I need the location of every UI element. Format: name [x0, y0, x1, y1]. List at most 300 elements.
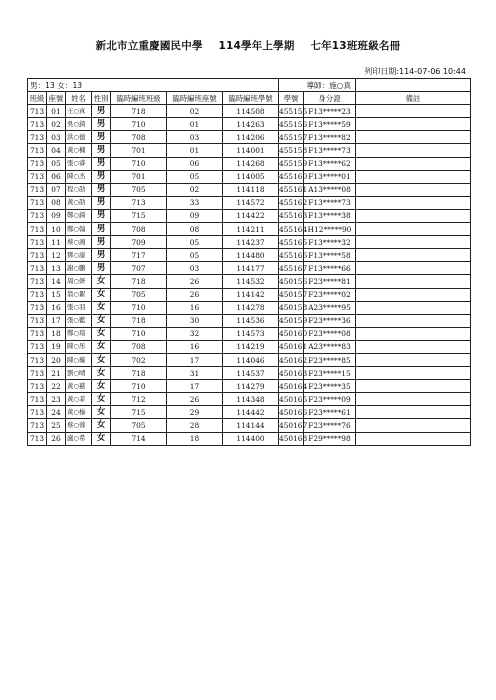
cell-class: 713	[28, 249, 47, 262]
col-temp-id: 臨時編班學號	[223, 92, 279, 105]
cell-notes	[356, 340, 471, 353]
cell-seat: 03	[47, 131, 66, 144]
cell-national-id: F23*****15	[304, 367, 356, 380]
cell-temp-class: 714	[111, 432, 167, 445]
cell-national-id: F23*****09	[304, 393, 356, 406]
cell-class: 713	[28, 183, 47, 196]
cell-temp-class: 708	[111, 223, 167, 236]
cell-gender: 女	[92, 367, 111, 380]
cell-temp-class: 710	[111, 327, 167, 340]
cell-name: 程○劭	[66, 183, 92, 196]
cell-temp-class: 708	[111, 340, 167, 353]
cell-name: 黃○菲	[66, 393, 92, 406]
cell-student-id: 455156	[279, 118, 304, 131]
cell-temp-seat: 31	[167, 367, 223, 380]
cell-temp-class: 702	[111, 353, 167, 366]
cell-temp-class: 705	[111, 419, 167, 432]
cell-student-id: 450157	[279, 288, 304, 301]
cell-temp-class: 718	[111, 275, 167, 288]
cell-student-id: 455163	[279, 209, 304, 222]
cell-temp-class: 712	[111, 393, 167, 406]
table-row	[28, 301, 471, 314]
cell-national-id: F23*****61	[304, 406, 356, 419]
cell-student-id: 455161	[279, 183, 304, 196]
cell-student-id: 450165	[279, 393, 304, 406]
cell-seat: 16	[47, 301, 66, 314]
cell-notes	[356, 170, 471, 183]
cell-class: 713	[28, 170, 47, 183]
cell-name: 張○羽	[66, 301, 92, 314]
cell-gender: 女	[92, 314, 111, 327]
cell-student-id: 455160	[279, 170, 304, 183]
cell-notes	[356, 432, 471, 445]
cell-gender: 女	[92, 275, 111, 288]
cell-temp-class: 701	[111, 144, 167, 157]
cell-temp-id: 114142	[223, 288, 279, 301]
cell-class: 713	[28, 353, 47, 366]
cell-notes	[356, 393, 471, 406]
cell-temp-seat: 18	[167, 432, 223, 445]
cell-national-id: F23*****35	[304, 380, 356, 393]
summary-blank	[356, 79, 471, 92]
cell-notes	[356, 223, 471, 236]
cell-seat: 10	[47, 223, 66, 236]
summary-row	[28, 79, 471, 92]
cell-temp-seat: 02	[167, 105, 223, 118]
cell-name: 謝○鵬	[66, 262, 92, 275]
col-notes: 備註	[356, 92, 471, 105]
cell-notes	[356, 275, 471, 288]
table-row	[28, 340, 471, 353]
cell-notes	[356, 314, 471, 327]
cell-temp-seat: 01	[167, 144, 223, 157]
cell-gender: 男	[92, 223, 111, 236]
table-row	[28, 288, 471, 301]
cell-student-id: 455167	[279, 262, 304, 275]
cell-seat: 05	[47, 157, 66, 170]
cell-class: 713	[28, 262, 47, 275]
cell-class: 713	[28, 223, 47, 236]
cell-gender: 男	[92, 236, 111, 249]
cell-student-id: 455157	[279, 131, 304, 144]
cell-seat: 09	[47, 209, 66, 222]
cell-name: 黃○慈	[66, 380, 92, 393]
cell-national-id: F23*****08	[304, 327, 356, 340]
cell-student-id: 450163	[279, 367, 304, 380]
cell-national-id: A23*****95	[304, 301, 356, 314]
table-row	[28, 131, 471, 144]
cell-national-id: F23*****85	[304, 353, 356, 366]
table-row	[28, 118, 471, 131]
cell-class: 713	[28, 157, 47, 170]
cell-student-id: 450160	[279, 327, 304, 340]
cell-temp-seat: 26	[167, 275, 223, 288]
cell-student-id: 455162	[279, 196, 304, 209]
cell-temp-id: 114219	[223, 340, 279, 353]
cell-temp-seat: 05	[167, 170, 223, 183]
cell-temp-class: 718	[111, 314, 167, 327]
cell-temp-id: 114046	[223, 353, 279, 366]
cell-temp-seat: 30	[167, 314, 223, 327]
cell-national-id: F13*****82	[304, 131, 356, 144]
cell-temp-id: 114211	[223, 223, 279, 236]
cell-student-id: 450162	[279, 353, 304, 366]
cell-gender: 女	[92, 432, 111, 445]
cell-notes	[356, 118, 471, 131]
cell-temp-seat: 26	[167, 393, 223, 406]
cell-temp-id: 114400	[223, 432, 279, 445]
cell-temp-seat: 03	[167, 262, 223, 275]
table-row	[28, 353, 471, 366]
cell-name: 鄭○翰	[66, 223, 92, 236]
cell-class: 713	[28, 393, 47, 406]
cell-national-id: F13*****01	[304, 170, 356, 183]
header-row	[28, 92, 471, 105]
cell-name: 劉○晴	[66, 367, 92, 380]
cell-student-id: 455155	[279, 105, 304, 118]
table-row	[28, 406, 471, 419]
cell-national-id: H12*****90	[304, 223, 356, 236]
cell-notes	[356, 157, 471, 170]
cell-gender: 女	[92, 288, 111, 301]
cell-name: 王○真	[66, 105, 92, 118]
cell-gender: 男	[92, 209, 111, 222]
cell-seat: 12	[47, 249, 66, 262]
cell-gender: 男	[92, 249, 111, 262]
cell-gender: 女	[92, 419, 111, 432]
cell-name: 周○妍	[66, 275, 92, 288]
cell-temp-id: 114206	[223, 131, 279, 144]
list-title: 七年13班班級名冊	[310, 40, 401, 52]
cell-student-id: 450158	[279, 301, 304, 314]
cell-temp-id: 114118	[223, 183, 279, 196]
cell-name: 鄭○錡	[66, 209, 92, 222]
cell-gender: 男	[92, 131, 111, 144]
cell-student-id: 450168	[279, 432, 304, 445]
cell-temp-seat: 26	[167, 288, 223, 301]
cell-student-id: 450166	[279, 406, 304, 419]
cell-student-id: 455164	[279, 223, 304, 236]
table-row	[28, 432, 471, 445]
cell-seat: 01	[47, 105, 66, 118]
cell-temp-class: 715	[111, 209, 167, 222]
cell-seat: 11	[47, 236, 66, 249]
cell-notes	[356, 105, 471, 118]
cell-gender: 女	[92, 393, 111, 406]
table-row	[28, 196, 471, 209]
cell-temp-seat: 03	[167, 131, 223, 144]
cell-gender: 女	[92, 380, 111, 393]
cell-temp-id: 114278	[223, 301, 279, 314]
cell-temp-id: 114005	[223, 170, 279, 183]
cell-seat: 22	[47, 380, 66, 393]
cell-seat: 07	[47, 183, 66, 196]
cell-class: 713	[28, 380, 47, 393]
col-temp-seat: 臨時編班座號	[167, 92, 223, 105]
cell-gender: 男	[92, 105, 111, 118]
cell-class: 713	[28, 275, 47, 288]
cell-gender: 男	[92, 183, 111, 196]
col-gender: 性別	[92, 92, 111, 105]
cell-temp-class: 710	[111, 157, 167, 170]
cell-notes	[356, 144, 471, 157]
cell-notes	[356, 419, 471, 432]
cell-class: 713	[28, 327, 47, 340]
col-class: 班級	[28, 92, 47, 105]
cell-temp-seat: 09	[167, 209, 223, 222]
cell-temp-class: 710	[111, 380, 167, 393]
cell-seat: 15	[47, 288, 66, 301]
print-date: 列印日期:114-07-06 10:44	[364, 67, 466, 76]
cell-seat: 24	[47, 406, 66, 419]
table-row	[28, 157, 471, 170]
cell-notes	[356, 236, 471, 249]
cell-temp-seat: 16	[167, 340, 223, 353]
cell-seat: 25	[47, 419, 66, 432]
cell-temp-class: 708	[111, 131, 167, 144]
cell-notes	[356, 380, 471, 393]
cell-temp-class: 717	[111, 249, 167, 262]
cell-temp-class: 710	[111, 118, 167, 131]
cell-temp-seat: 32	[167, 327, 223, 340]
cell-national-id: F13*****66	[304, 262, 356, 275]
table-row	[28, 249, 471, 262]
cell-national-id: F13*****62	[304, 157, 356, 170]
cell-temp-id: 114279	[223, 380, 279, 393]
table-row	[28, 419, 471, 432]
cell-class: 713	[28, 367, 47, 380]
cell-seat: 08	[47, 196, 66, 209]
cell-national-id: F13*****59	[304, 118, 356, 131]
cell-temp-seat: 05	[167, 236, 223, 249]
cell-class: 713	[28, 314, 47, 327]
table-row	[28, 183, 471, 196]
cell-class: 713	[28, 419, 47, 432]
cell-national-id: F23*****36	[304, 314, 356, 327]
cell-temp-id: 114480	[223, 249, 279, 262]
cell-seat: 21	[47, 367, 66, 380]
cell-temp-seat: 29	[167, 406, 223, 419]
table-row	[28, 275, 471, 288]
cell-gender: 女	[92, 340, 111, 353]
col-national-id: 身分證	[304, 92, 356, 105]
cell-temp-class: 705	[111, 288, 167, 301]
term-label: 114學年上學期	[218, 40, 295, 52]
cell-class: 713	[28, 209, 47, 222]
cell-temp-class: 710	[111, 301, 167, 314]
cell-temp-id: 114144	[223, 419, 279, 432]
cell-class: 713	[28, 301, 47, 314]
cell-class: 713	[28, 236, 47, 249]
cell-name: 黃○榛	[66, 406, 92, 419]
cell-name: 蔡○蓉	[66, 419, 92, 432]
cell-temp-seat: 02	[167, 183, 223, 196]
cell-temp-id: 114573	[223, 327, 279, 340]
cell-student-id: 450164	[279, 380, 304, 393]
cell-national-id: A13*****08	[304, 183, 356, 196]
cell-notes	[356, 327, 471, 340]
cell-temp-seat: 17	[167, 353, 223, 366]
cell-gender: 女	[92, 353, 111, 366]
cell-name: 洪○德	[66, 131, 92, 144]
cell-notes	[356, 196, 471, 209]
homeroom-teacher: 導師：施○真	[279, 79, 356, 92]
cell-student-id: 455165	[279, 236, 304, 249]
cell-temp-id: 114572	[223, 196, 279, 209]
col-student-id: 學號	[279, 92, 304, 105]
cell-temp-class: 701	[111, 170, 167, 183]
cell-student-id: 455158	[279, 144, 304, 157]
cell-notes	[356, 209, 471, 222]
cell-gender: 男	[92, 118, 111, 131]
cell-student-id: 450159	[279, 314, 304, 327]
cell-gender: 男	[92, 262, 111, 275]
cell-temp-class: 713	[111, 196, 167, 209]
cell-notes	[356, 131, 471, 144]
cell-temp-id: 114532	[223, 275, 279, 288]
cell-temp-class: 718	[111, 105, 167, 118]
table-row	[28, 170, 471, 183]
cell-national-id: F13*****38	[304, 209, 356, 222]
cell-temp-seat: 01	[167, 118, 223, 131]
document-title	[0, 38, 496, 53]
table-row	[28, 223, 471, 236]
table-row	[28, 380, 471, 393]
cell-notes	[356, 262, 471, 275]
cell-gender: 男	[92, 170, 111, 183]
table-row	[28, 144, 471, 157]
cell-temp-seat: 33	[167, 196, 223, 209]
cell-notes	[356, 367, 471, 380]
cell-temp-seat: 17	[167, 380, 223, 393]
cell-seat: 13	[47, 262, 66, 275]
cell-national-id: F13*****58	[304, 249, 356, 262]
cell-notes	[356, 406, 471, 419]
cell-name: 蔡○鴻	[66, 236, 92, 249]
cell-name: 陳○璇	[66, 353, 92, 366]
cell-temp-id: 114348	[223, 393, 279, 406]
table-row	[28, 105, 471, 118]
cell-seat: 20	[47, 353, 66, 366]
cell-national-id: F29*****98	[304, 432, 356, 445]
cell-temp-seat: 28	[167, 419, 223, 432]
cell-class: 713	[28, 288, 47, 301]
cell-seat: 06	[47, 170, 66, 183]
cell-notes	[356, 301, 471, 314]
cell-temp-class: 715	[111, 406, 167, 419]
cell-class: 713	[28, 432, 47, 445]
cell-gender: 女	[92, 406, 111, 419]
cell-seat: 17	[47, 314, 66, 327]
cell-class: 713	[28, 196, 47, 209]
cell-class: 713	[28, 144, 47, 157]
cell-class: 713	[28, 105, 47, 118]
cell-temp-class: 718	[111, 367, 167, 380]
cell-gender: 女	[92, 301, 111, 314]
cell-name: 陳○杰	[66, 170, 92, 183]
cell-seat: 26	[47, 432, 66, 445]
cell-temp-id: 114177	[223, 262, 279, 275]
cell-temp-id: 114537	[223, 367, 279, 380]
cell-seat: 19	[47, 340, 66, 353]
gender-counts: 男：13 女：13	[28, 79, 279, 92]
cell-temp-id: 114442	[223, 406, 279, 419]
cell-temp-class: 705	[111, 183, 167, 196]
cell-student-id: 450161	[279, 340, 304, 353]
cell-temp-id: 114422	[223, 209, 279, 222]
cell-temp-seat: 08	[167, 223, 223, 236]
cell-temp-id: 114268	[223, 157, 279, 170]
table-row	[28, 209, 471, 222]
cell-temp-id: 114508	[223, 105, 279, 118]
cell-name: 陳○彤	[66, 340, 92, 353]
school-name: 新北市立重慶國民中學	[95, 40, 203, 52]
cell-name: 黃○劭	[66, 196, 92, 209]
cell-temp-seat: 06	[167, 157, 223, 170]
cell-name: 張○藍	[66, 314, 92, 327]
col-temp-class: 臨時編班班級	[111, 92, 167, 105]
table-row	[28, 314, 471, 327]
table-row	[28, 393, 471, 406]
cell-gender: 女	[92, 327, 111, 340]
col-seat: 座號	[47, 92, 66, 105]
cell-name: 翁○絮	[66, 288, 92, 301]
cell-notes	[356, 249, 471, 262]
cell-class: 713	[28, 340, 47, 353]
cell-name: 吳○錡	[66, 118, 92, 131]
table-row	[28, 327, 471, 340]
cell-national-id: A23*****83	[304, 340, 356, 353]
cell-temp-id: 114237	[223, 236, 279, 249]
cell-seat: 18	[47, 327, 66, 340]
cell-notes	[356, 288, 471, 301]
cell-gender: 男	[92, 144, 111, 157]
cell-national-id: F13*****32	[304, 236, 356, 249]
cell-student-id: 450156	[279, 275, 304, 288]
cell-class: 713	[28, 118, 47, 131]
col-name: 姓名	[66, 92, 92, 105]
cell-student-id: 450167	[279, 419, 304, 432]
table-row	[28, 367, 471, 380]
table-row	[28, 236, 471, 249]
cell-national-id: F13*****73	[304, 144, 356, 157]
cell-class: 713	[28, 131, 47, 144]
cell-national-id: F13*****23	[304, 105, 356, 118]
cell-temp-seat: 05	[167, 249, 223, 262]
table-row	[28, 262, 471, 275]
cell-seat: 04	[47, 144, 66, 157]
cell-national-id: F23*****02	[304, 288, 356, 301]
cell-temp-id: 114263	[223, 118, 279, 131]
cell-temp-id: 114001	[223, 144, 279, 157]
cell-notes	[356, 353, 471, 366]
cell-national-id: F23*****81	[304, 275, 356, 288]
cell-temp-seat: 16	[167, 301, 223, 314]
cell-temp-id: 114536	[223, 314, 279, 327]
cell-national-id: F13*****73	[304, 196, 356, 209]
roster-table	[27, 78, 471, 446]
cell-seat: 14	[47, 275, 66, 288]
cell-notes	[356, 183, 471, 196]
cell-class: 713	[28, 406, 47, 419]
cell-seat: 02	[47, 118, 66, 131]
cell-national-id: F23*****76	[304, 419, 356, 432]
cell-name: 鄭○瑄	[66, 327, 92, 340]
cell-temp-class: 709	[111, 236, 167, 249]
cell-name: 盧○希	[66, 432, 92, 445]
cell-name: 黃○楠	[66, 144, 92, 157]
cell-temp-class: 707	[111, 262, 167, 275]
